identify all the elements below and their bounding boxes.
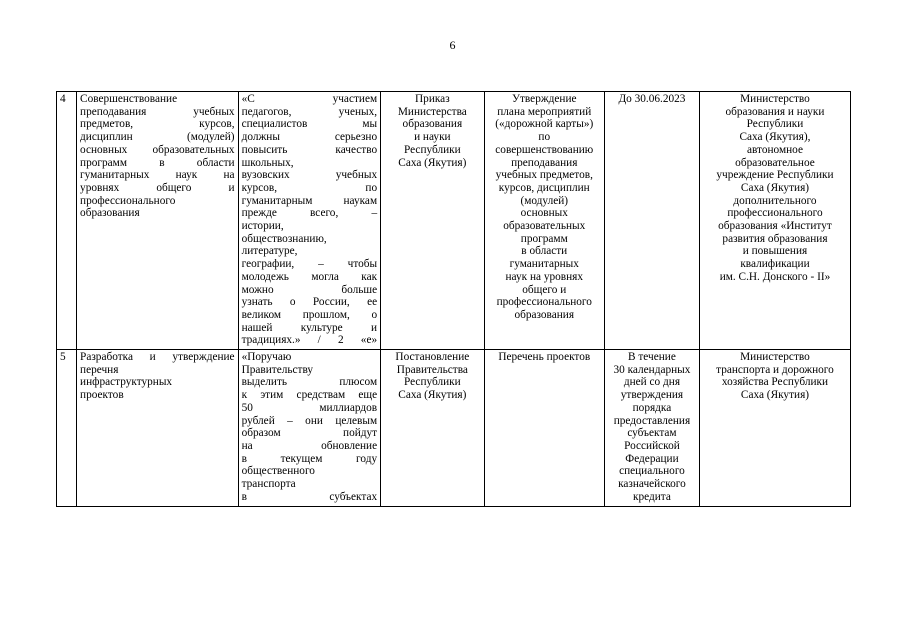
cell-line: гуманитарных bbox=[509, 258, 579, 271]
cell-line: прежде всего, – bbox=[241, 207, 378, 220]
cell-line: им. С.Н. Донского - II» bbox=[719, 270, 831, 283]
measure-name-cell bbox=[77, 350, 239, 506]
cell-line: литературе, bbox=[241, 245, 298, 258]
cell-line: образовательное bbox=[735, 156, 815, 169]
cell-line: профессионального bbox=[496, 296, 592, 309]
cell-line: специального bbox=[619, 465, 685, 478]
term-cell bbox=[604, 350, 699, 506]
cell-line: узнать о России, ее bbox=[241, 296, 378, 309]
cell-line: нашей культуре и bbox=[241, 321, 378, 334]
cell-line: Приказ bbox=[415, 93, 450, 105]
cell-line: инфраструктурных bbox=[80, 376, 173, 389]
cell-line: вузовских учебных bbox=[241, 169, 378, 182]
cell-line: предоставления bbox=[613, 414, 691, 427]
cell-line: Министерство bbox=[740, 93, 810, 105]
quote-cell bbox=[238, 350, 381, 506]
cell-line: Саха (Якутия), bbox=[739, 131, 811, 144]
row-number-cell bbox=[57, 350, 77, 506]
cell-line: образования «Институт bbox=[718, 220, 832, 233]
cell-line: гуманитарных наук на bbox=[80, 169, 235, 182]
document-cell bbox=[381, 92, 484, 350]
cell-line: перечня bbox=[80, 363, 119, 376]
cell-line: «Поручаю bbox=[241, 351, 292, 364]
cell-line: педагогов, ученых, bbox=[241, 105, 378, 118]
cell-line: на обновление bbox=[241, 439, 378, 452]
cell-line: Саха (Якутия) bbox=[398, 389, 467, 402]
cell-line: хозяйства Республики bbox=[721, 376, 829, 389]
cell-line: Правительства bbox=[396, 363, 468, 376]
cell-line: и науки bbox=[414, 131, 451, 144]
cell-line: квалификации bbox=[740, 258, 810, 271]
cell-line: наук на уровнях bbox=[505, 270, 584, 283]
cell-line: Министерства bbox=[397, 105, 467, 118]
quote-cell bbox=[238, 92, 381, 350]
cell-line: совершенствованию bbox=[495, 143, 594, 156]
cell-line: Утверждение bbox=[511, 93, 577, 105]
row-number: 5 bbox=[60, 351, 66, 364]
cell-line: Перечень проектов bbox=[498, 351, 591, 364]
cell-line: курсов, по bbox=[241, 181, 378, 194]
cell-line: выделить плюсом bbox=[241, 376, 378, 389]
cell-line: проектов bbox=[80, 389, 124, 402]
cell-line: дисциплин (модулей) bbox=[80, 131, 235, 144]
cell-line: образом пойдут bbox=[241, 427, 378, 440]
cell-line: Республики bbox=[404, 376, 461, 389]
cell-line: развития образования bbox=[722, 232, 828, 245]
cell-line: В течение bbox=[628, 351, 676, 364]
cell-line: плана мероприятий bbox=[497, 105, 592, 118]
cell-line: преподавания bbox=[511, 156, 578, 169]
page-number: 6 bbox=[449, 38, 456, 52]
cell-line: Саха (Якутия) bbox=[740, 389, 810, 402]
cell-line: «С участием bbox=[241, 93, 378, 105]
cell-line: Республики bbox=[746, 118, 804, 131]
cell-line: уровнях общего и bbox=[80, 181, 235, 194]
row-number-cell bbox=[57, 92, 77, 350]
cell-line: можно больше bbox=[241, 283, 378, 296]
cell-line: Российской bbox=[624, 439, 680, 452]
cell-line: в субъектах bbox=[241, 490, 378, 503]
cell-line: и повышения bbox=[742, 245, 808, 258]
cell-line: (модулей) bbox=[520, 194, 569, 207]
cell-line: 50 миллиардов bbox=[241, 401, 378, 414]
cell-line: обществознанию, bbox=[241, 232, 327, 245]
cell-line: должны серьезно bbox=[241, 131, 378, 144]
cell-line: в области bbox=[521, 245, 568, 258]
cell-line: истории, bbox=[241, 220, 284, 233]
cell-line: дополнительного bbox=[733, 194, 817, 207]
document-cell bbox=[381, 350, 484, 506]
cell-line: образования bbox=[80, 207, 140, 220]
cell-line: кредита bbox=[633, 490, 671, 503]
cell-line: («дорожной карты») bbox=[495, 118, 594, 131]
cell-line: в текущем году bbox=[241, 452, 378, 465]
cell-line: образования bbox=[402, 118, 463, 131]
cell-line: рублей – они целевым bbox=[241, 414, 378, 427]
cell-line: общего и bbox=[522, 283, 567, 296]
result-cell bbox=[484, 350, 604, 506]
cell-line: субъектам bbox=[627, 427, 677, 440]
cell-line: Саха (Якутия) bbox=[398, 156, 467, 169]
cell-line: к этим средствам еще bbox=[241, 389, 378, 402]
cell-line: профессионального bbox=[80, 194, 176, 207]
cell-line: программ в области bbox=[80, 156, 235, 169]
cell-line: порядка bbox=[632, 401, 672, 414]
cell-line: повысить качество bbox=[241, 143, 378, 156]
result-cell bbox=[484, 92, 604, 350]
cell-line: Министерство bbox=[740, 351, 810, 364]
responsible-cell bbox=[699, 92, 850, 350]
cell-line: казначейского bbox=[618, 478, 686, 491]
cell-line: дней со дня bbox=[623, 376, 681, 389]
cell-line: традициях.» / 2 «е» bbox=[241, 334, 378, 347]
cell-line: утверждения bbox=[620, 389, 684, 402]
cell-line: гуманитарным наукам bbox=[241, 194, 378, 207]
cell-line: предметов, курсов, bbox=[80, 118, 235, 131]
measures-table bbox=[56, 91, 851, 507]
cell-line: основных образовательных bbox=[80, 143, 235, 156]
cell-line: географии, – чтобы bbox=[241, 258, 378, 271]
cell-line: образовательных bbox=[503, 220, 586, 233]
term-cell bbox=[604, 92, 699, 350]
cell-line: основных bbox=[520, 207, 568, 220]
cell-line: Саха (Якутия) bbox=[740, 181, 810, 194]
cell-line: транспорта bbox=[241, 478, 296, 491]
cell-line: Совершенствование bbox=[80, 93, 178, 105]
cell-line: образования bbox=[514, 308, 575, 321]
cell-line: транспорта и дорожного bbox=[716, 363, 834, 376]
cell-line: Республики bbox=[404, 143, 461, 156]
cell-line: школьных, bbox=[241, 156, 294, 169]
cell-line: великом прошлом, о bbox=[241, 308, 378, 321]
cell-line: Разработка и утверждение bbox=[80, 351, 235, 364]
cell-line: учебных предметов, bbox=[495, 169, 593, 182]
cell-line: учреждение Республики bbox=[716, 169, 834, 182]
cell-line: специалистов мы bbox=[241, 118, 378, 131]
cell-line: Постановление bbox=[395, 351, 470, 364]
cell-line: программ bbox=[520, 232, 568, 245]
measure-name-cell bbox=[77, 92, 239, 350]
cell-line: преподавания учебных bbox=[80, 105, 235, 118]
table-row bbox=[57, 350, 851, 506]
cell-line: Правительству bbox=[241, 363, 314, 376]
cell-line: До 30.06.2023 bbox=[618, 93, 686, 105]
cell-line: образования и науки bbox=[725, 105, 825, 118]
row-number: 4 bbox=[60, 93, 66, 105]
cell-line: автономное bbox=[746, 143, 803, 156]
cell-line: курсов, дисциплин bbox=[498, 181, 590, 194]
cell-line: молодежь могла как bbox=[241, 270, 378, 283]
cell-line: 30 календарных bbox=[613, 363, 691, 376]
cell-line: общественного bbox=[241, 465, 315, 478]
cell-line: по bbox=[538, 131, 551, 144]
responsible-cell bbox=[699, 350, 850, 506]
table-row bbox=[57, 92, 851, 350]
cell-line: профессионального bbox=[727, 207, 823, 220]
cell-line: Федерации bbox=[625, 452, 679, 465]
